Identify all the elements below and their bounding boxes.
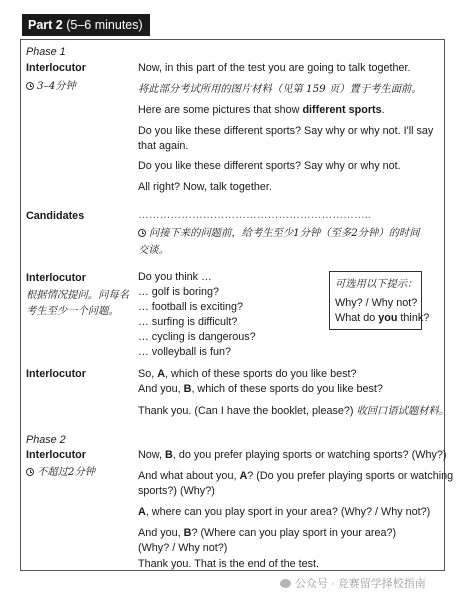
part-duration: (5–6 minutes) xyxy=(66,18,143,32)
end-of-test-line: Thank you. That is the end of the test. xyxy=(138,558,320,570)
choice-question-a: So, A, which of these sports do you like best? xyxy=(138,368,357,380)
response-dots: ……………………………………………………….. xyxy=(138,209,371,221)
clock-icon xyxy=(26,82,34,90)
phase1-label: Phase 1 xyxy=(26,46,66,58)
part-header xyxy=(22,14,150,36)
question-item: … surfing is difficult? xyxy=(138,316,238,328)
phase1-line-3b: that again. xyxy=(138,140,189,152)
phase1-line-3a: Do you like these different sports? Say why or why not. I'll say xyxy=(138,125,434,137)
phase1-line-1: Now, in this part of the test you are going to talk together. xyxy=(138,62,411,74)
question-item: … cycling is dangerous? xyxy=(138,331,256,343)
phase1-time-note: 3–4分钟 xyxy=(26,78,76,94)
phase2-question-3: A, where can you play sport in your area? (Why? / Why not?) xyxy=(138,506,431,518)
question-item: … golf is boring? xyxy=(138,286,220,298)
clock-icon xyxy=(138,229,146,237)
candidates-note-a: 问接下来的问题前，给考生至少1分钟（至多2分钟）的时间 xyxy=(138,225,420,241)
phase1-line-4: Do you like these different sports? Say why or why not. xyxy=(138,160,401,172)
hint-why: Why? / Why not? xyxy=(335,297,418,309)
phase2-interlocutor-label: Interlocutor xyxy=(26,449,86,461)
question-item: … volleyball is fun? xyxy=(138,346,232,358)
phase2-label: Phase 2 xyxy=(26,434,66,446)
phase1-line-2: Here are some pictures that show different sports. xyxy=(138,104,385,116)
candidates-label: Candidates xyxy=(26,210,85,222)
followup-interlocutor-label: Interlocutor xyxy=(26,272,86,284)
hint-box xyxy=(329,271,430,330)
clock-icon xyxy=(26,468,34,476)
thanks-line: Thank you. (Can I have the booklet, please?) 收回口语试题材料。 xyxy=(138,405,450,417)
choice-interlocutor-label: Interlocutor xyxy=(26,368,86,380)
phase2-question-4a: And you, B? (Where can you play sport in your area?) xyxy=(138,527,397,539)
phase2-question-2b: sports?) (Why?) xyxy=(138,485,215,497)
part-label: Part 2 xyxy=(28,18,63,32)
question-item: … football is exciting? xyxy=(138,301,244,313)
phase1-instruction-cn: 将此部分考试所用的图片材料（见第 159 页）置于考生面前。 xyxy=(138,83,422,95)
phase2-question-4b: (Why? / Why not?) xyxy=(138,542,228,554)
wechat-icon xyxy=(280,579,291,588)
candidates-note-b: 交谈。 xyxy=(138,244,169,256)
phase1-interlocutor-label: Interlocutor xyxy=(26,62,86,74)
question-intro: Do you think … xyxy=(138,271,212,283)
hint-what-you-think: What do you think? xyxy=(335,312,430,324)
phase2-time-note: 不超过2分钟 xyxy=(26,464,95,480)
followup-note-a: 根据情况提问。问每名 xyxy=(26,289,129,301)
watermark: 公众号 · 竞赛留学择校指南 xyxy=(280,577,426,591)
phase1-line-5: All right? Now, talk together. xyxy=(138,181,272,193)
phase2-question-2a: And what about you, A? (Do you prefer playing sports or watching xyxy=(138,470,454,482)
hint-title: 可选用以下提示： xyxy=(335,278,418,290)
followup-note-b: 考生至少一个问题。 xyxy=(26,305,119,317)
choice-question-b: And you, B, which of these sports do you like best? xyxy=(138,383,383,395)
phase2-question-1: Now, B, do you prefer playing sports or watching sports? (Why?) xyxy=(138,449,447,461)
